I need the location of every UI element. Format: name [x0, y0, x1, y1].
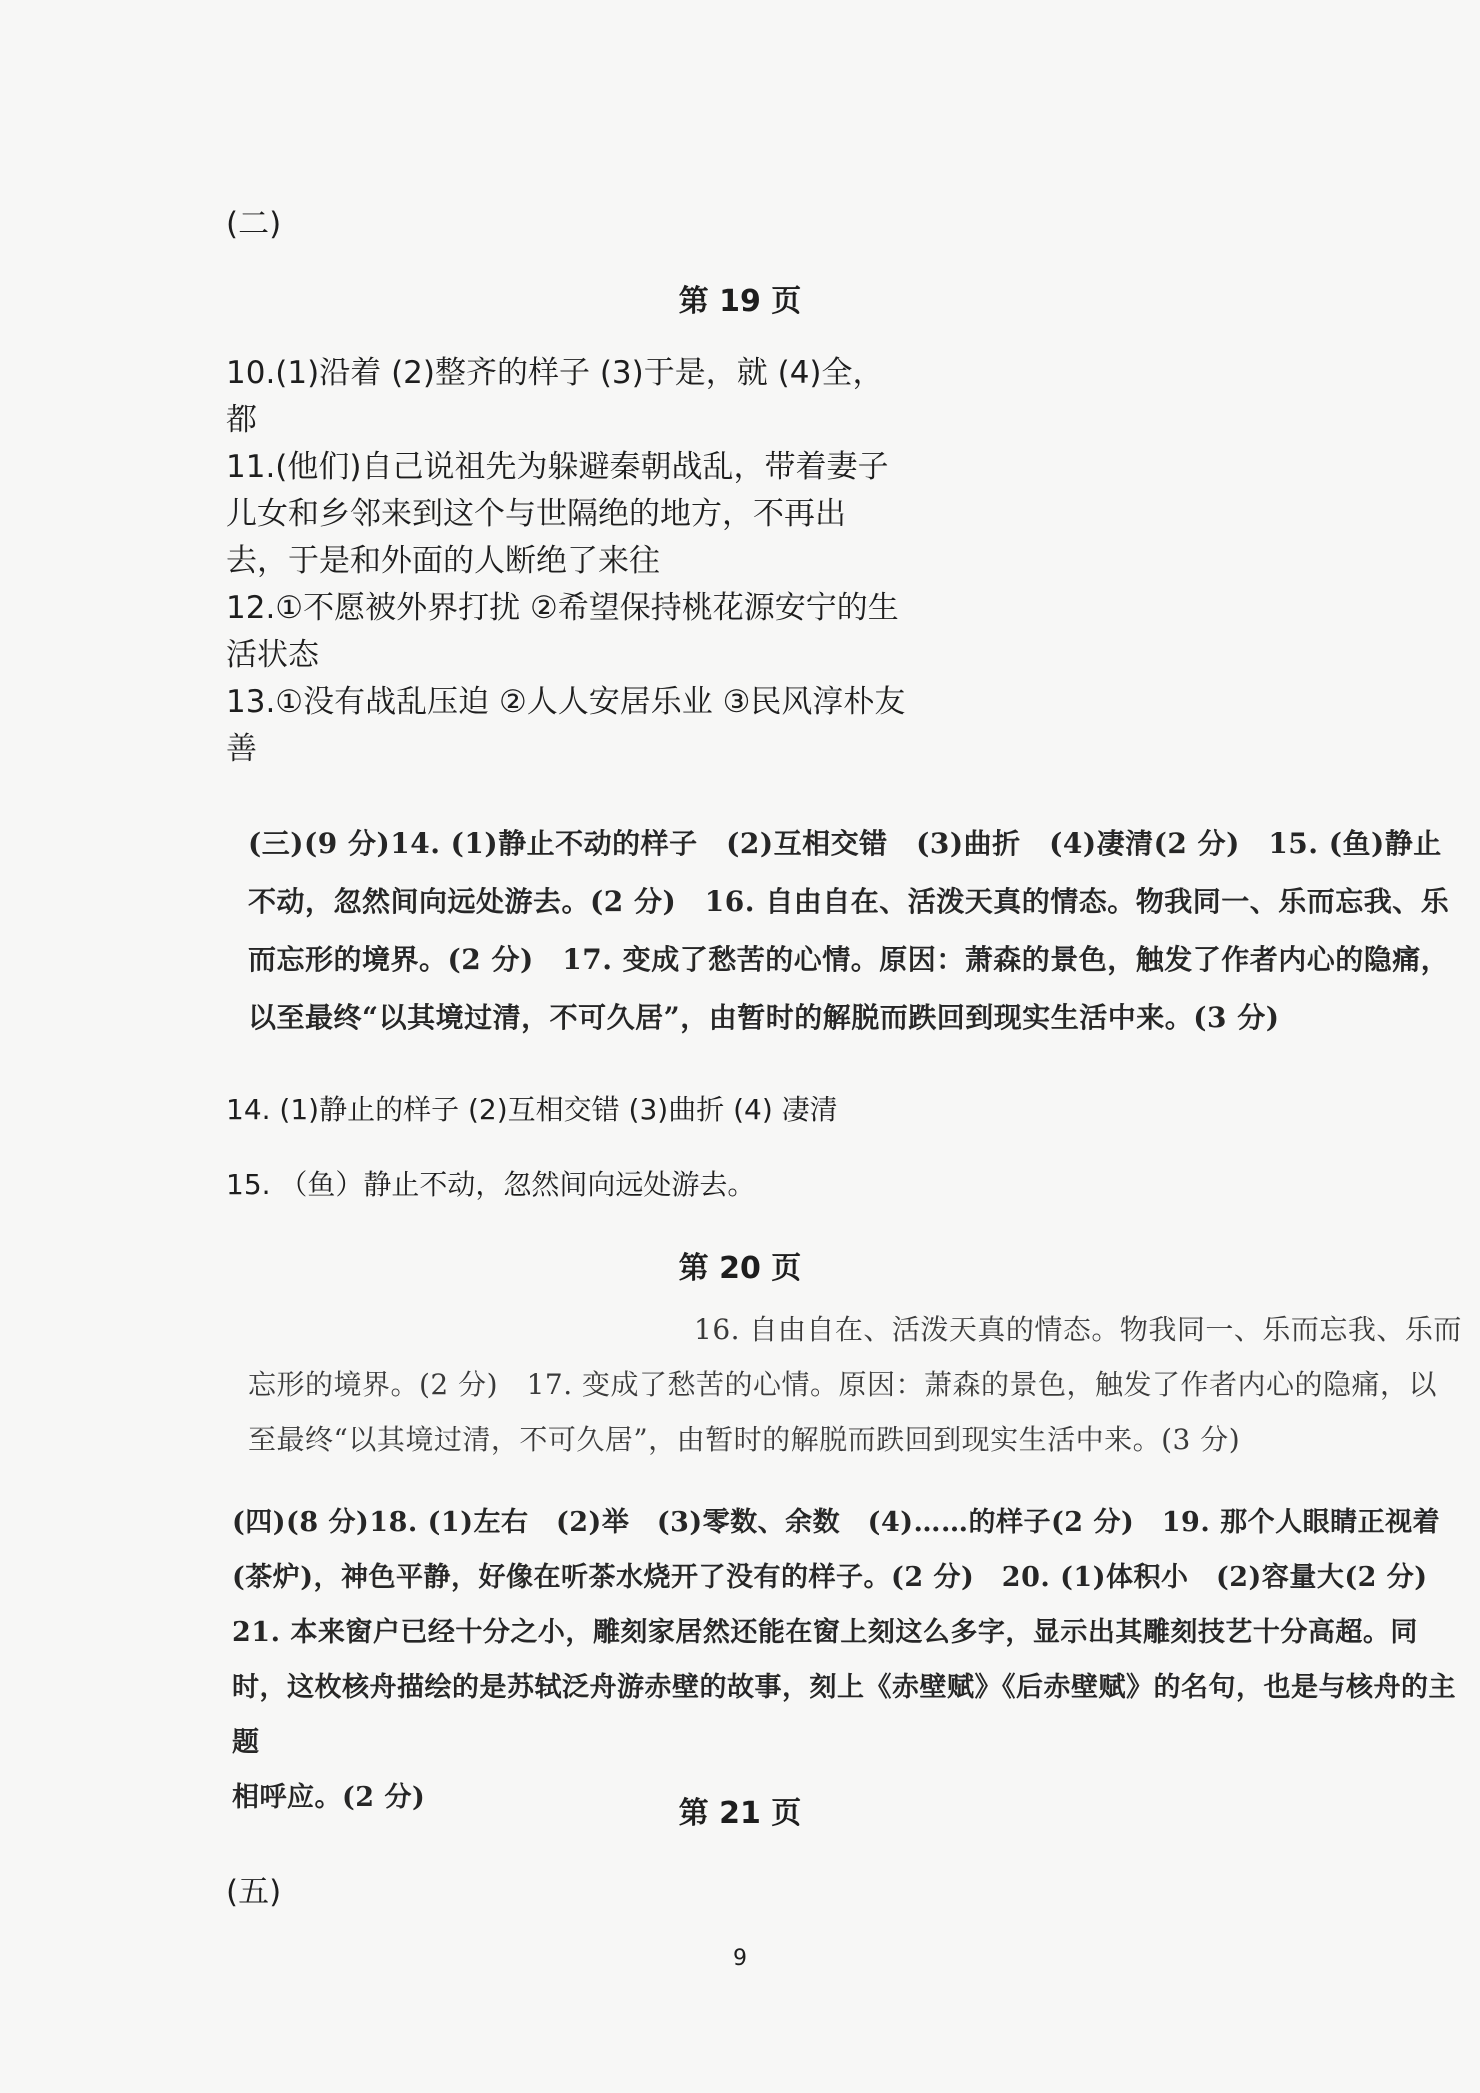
scan-line: 时，这枚核舟描绘的是苏轼泛舟游赤壁的故事，刻上《赤壁赋》《后赤壁赋》的名句，也是与核舟的主题: [232, 1672, 1456, 1758]
answer-12: 12.①不愿被外界打扰 ②希望保持桃花源安宁的生活状态: [226, 590, 899, 673]
answer-15-retyped: 15. （鱼）静止不动，忽然间向远处游去。: [226, 1168, 756, 1201]
scan-line: 16. 自由自在、活泼天真的情态。物我同一、乐而忘我、乐而: [694, 1313, 1462, 1346]
scanned-answers-page-20: [248, 1302, 1468, 1467]
scan-line: 忘形的境界。(2 分) 17. 变成了愁苦的心情。原因：萧森的景色，触发了作者内心的隐痛，以: [248, 1368, 1437, 1401]
scan-line: (四)(8 分)18. (1)左右 (2)举 (3)零数、余数 (4)……的样子(2 分) 19. 那个人眼睛正视着: [232, 1507, 1441, 1538]
page-number: 9: [733, 1946, 747, 1971]
scanned-answers-section-3: (三)(9 分)14. (1)静止不动的样子 (2)互相交错 (3)曲折 (4)凄清(2 分) 15. (鱼)静止不动，忽然间向远处游去。(2 分) 16. 自由自在、活泼天真的情态。物我同一、乐而忘我、乐而忘形的境界。(2 分) 17. 变成了愁苦的心情。原因：萧森的景色，触发了作者内心的隐痛，以至最终“以其境过清，不可久居”，由暂时的解脱而跌回到现实生活中来。(3 分): [248, 827, 1450, 1034]
scanned-answers-section-4: [232, 1495, 1467, 1825]
scan-line: 至最终“以其境过清，不可久居”，由暂时的解脱而跌回到现实生活中来。(3 分): [248, 1423, 1241, 1456]
section-label-5: (五): [226, 1874, 282, 1910]
answer-14-retyped: 14. (1)静止的样子 (2)互相交错 (3)曲折 (4) 凄清: [226, 1093, 838, 1126]
page-21-heading: 第 21 页: [678, 1796, 802, 1831]
answer-11: 11.(他们)自己说祖先为躲避秦朝战乱，带着妻子儿女和乡邻来到这个与世隔绝的地方，不再出去，于是和外面的人断绝了来往: [226, 449, 889, 579]
page-19-heading: 第 19 页: [678, 284, 802, 319]
scan-line: 21. 本来窗户已经十分之小，雕刻家居然还能在窗上刻这么多字，显示出其雕刻技艺十分高超。同: [232, 1617, 1418, 1648]
page-20-heading: 第 20 页: [678, 1251, 802, 1286]
answer-13: 13.①没有战乱压迫 ②人人安居乐业 ③民风淳朴友善: [226, 684, 906, 767]
scan-line: 相呼应。(2 分): [232, 1782, 426, 1813]
scan-line: (茶炉)，神色平静，好像在听茶水烧开了没有的样子。(2 分) 20. (1)体积小 (2)容量大(2 分): [232, 1562, 1428, 1593]
answers-page-19: [226, 350, 906, 773]
section-label-2: (二): [226, 206, 282, 242]
answer-10: 10.(1)沿着 (2)整齐的样子 (3)于是，就 (4)全，都: [226, 355, 884, 438]
